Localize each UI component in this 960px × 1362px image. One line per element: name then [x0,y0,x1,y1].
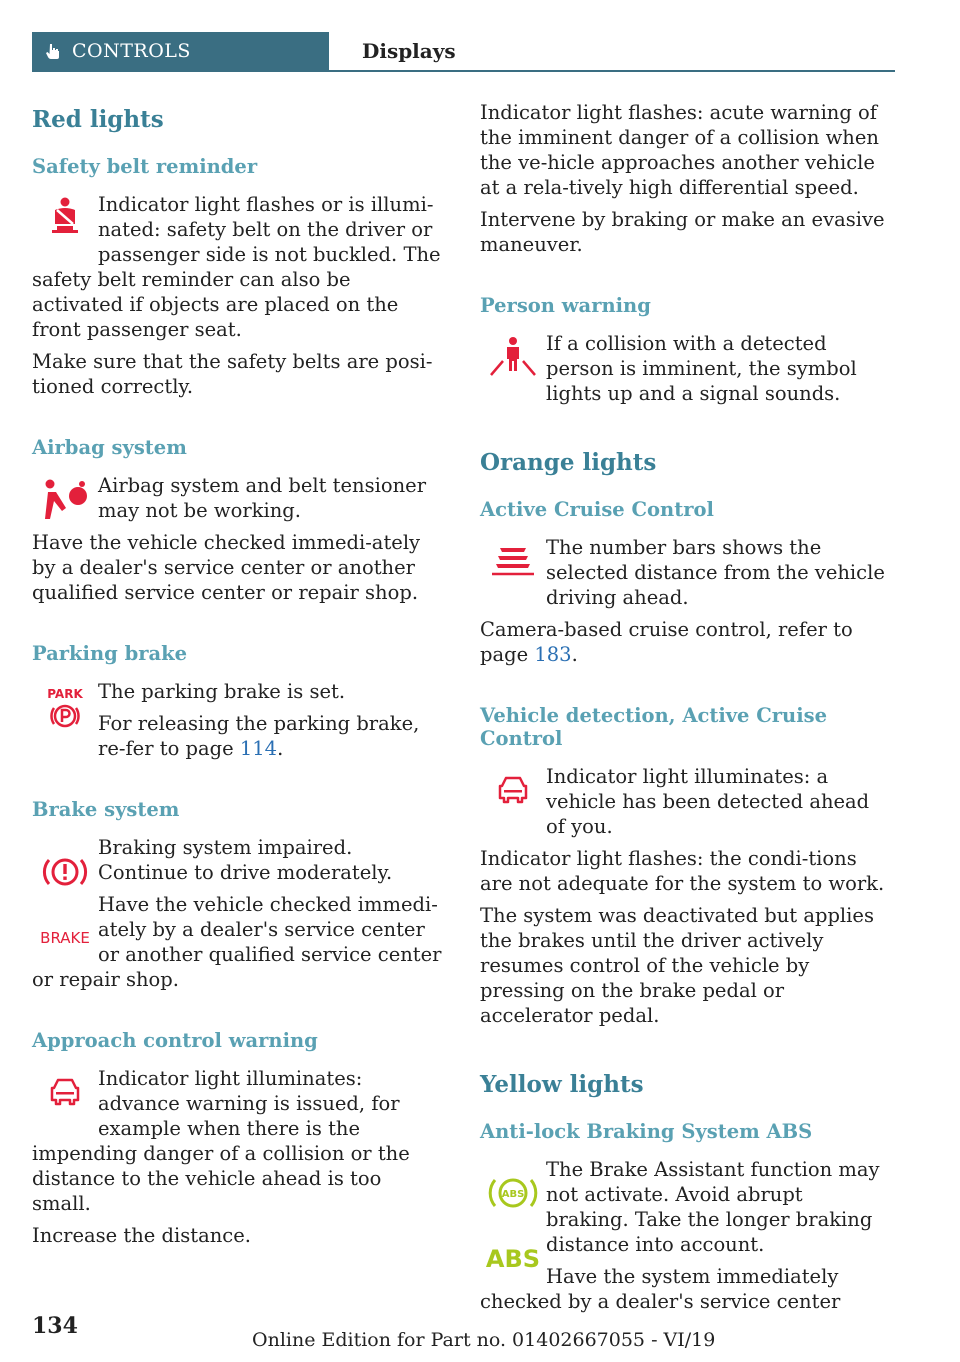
parking-brake-entry [32,642,442,761]
brake-system-entry [32,798,442,992]
abs-entry [480,1120,890,1314]
parking-brake-icon [32,679,98,739]
park-icon-text: PARK [47,686,83,701]
acc-text-2 [480,617,890,667]
brake-warning-icon [41,855,89,889]
edition-footer: Online Edition for Part no. 01402667055 - VI/19 [252,1329,716,1351]
red-lights-heading: Red lights [32,106,164,133]
svg-text:ABS: ABS [501,1189,525,1200]
page-header [32,32,895,72]
airbag-entry [32,436,442,605]
person-warning-title: Person warning [480,294,651,317]
page-114-link[interactable]: 114 [239,737,278,760]
page-number: 134 [32,1313,78,1339]
abs-text-icon: ABS [485,1245,541,1273]
person-warning-text: If a collision with a detected person is imminent, the symbol lights up and a signal sounds. [546,332,857,405]
approach-text-2: Increase the distance. [32,1224,251,1247]
acc-ref-end: . [571,643,578,666]
hand-pointer-icon [46,43,60,59]
chapter-tab[interactable] [32,32,329,70]
abs-title: Anti-lock Braking System ABS [480,1120,813,1143]
person-warning-icon [480,331,546,383]
left-column [32,100,442,1255]
right-column [480,100,890,1321]
brake-text-icon: BRAKE [40,929,90,947]
acc-ref-text: Camera-based cruise control, refer to page [480,618,853,666]
parking-ref-text: For releasing the parking brake, re-fer to page [98,712,420,760]
yellow-lights-heading: Yellow lights [480,1071,644,1098]
vehicle-detection-text-2: Indicator light flashes: the condi-tions are not adequate for the system to work. [480,847,885,895]
approach-control-entry [32,1029,442,1248]
safety-belt-icon [32,192,98,244]
brake-system-title: Brake system [32,798,180,821]
parking-brake-title: Parking brake [32,642,188,665]
airbag-icon [32,473,98,525]
brake-system-icons [32,835,98,967]
chapter-label: CONTROLS [72,40,191,62]
safety-belt-text-2: Make sure that the safety belts are posi-tioned correctly. [32,350,433,398]
brake-system-text-1: Braking system impaired. Continue to drive moderately. [98,836,393,884]
vehicle-detection-text-1: Indicator light illuminates: a vehicle has been detected ahead of you. [546,765,870,838]
vehicle-detected-icon [480,764,546,816]
approach-text-1: Indicator light illuminates: advance warning is issued, for example when there is the impending danger of a collision or the distance to the vehicle ahead is too small. [32,1067,410,1215]
parking-ref-end: . [277,737,284,760]
parking-brake-text-1: The parking brake is set. [98,680,346,703]
abs-text-1: The Brake Assistant function may not activate. Avoid abrupt braking. Take the longer braking distance into account. [546,1158,880,1256]
vehicle-detection-title: Vehicle detection, Active Cruise Control [480,704,828,750]
acc-entry [480,498,890,667]
orange-lights-heading: Orange lights [480,449,657,476]
car-warning-icon [32,1066,98,1118]
section-title: Displays [362,39,456,63]
acc-title: Active Cruise Control [480,498,714,521]
vehicle-detection-text-3: The system was deactivated but applies the brakes until the driver actively resumes control of the vehicle by pressing on the brake pedal or accelerator pedal. [480,904,874,1027]
airbag-text-2: Have the vehicle checked immedi-ately by a dealer's service center or another qualified service center or repair shop. [32,531,421,604]
safety-belt-entry [32,155,442,399]
approach-continued-text-1: Indicator light flashes: acute warning of the imminent danger of a collision when the ve-hicle approaches another vehicle at a rela-tively high differential speed. [480,101,879,199]
acc-text-1: The number bars shows the selected distance from the vehicle driving ahead. [546,536,885,609]
page-183-link[interactable]: 183 [534,643,572,666]
vehicle-detection-entry [480,704,890,1028]
safety-belt-text-1: Indicator light flashes or is illumi-nated: safety belt on the driver or passenger side is not buckled. The safety belt reminder can also be activated if objects are placed on the front passenger seat. [32,193,441,341]
safety-belt-title: Safety belt reminder [32,155,258,178]
abs-text-2: Have the system immediately checked by a dealer's service center [480,1265,841,1313]
airbag-text-1: Airbag system and belt tensioner may not be working. [98,474,427,522]
abs-icons [480,1157,546,1289]
approach-continued-text-2: Intervene by braking or make an evasive maneuver. [480,208,885,256]
distance-bars-icon [480,535,546,587]
person-warning-entry [480,294,890,406]
approach-control-title: Approach control warning [32,1029,318,1052]
abs-circle-icon [486,1173,540,1213]
airbag-title: Airbag system [32,436,187,459]
brake-system-text-2: Have the vehicle checked immedi-ately by a dealer's service center or another qualified service center or repair shop. [32,893,442,991]
